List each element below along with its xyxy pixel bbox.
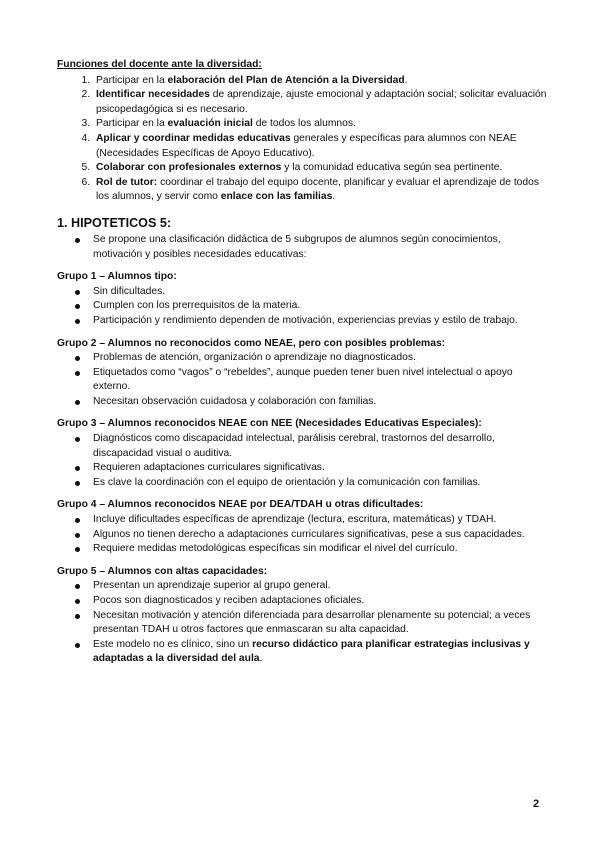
hipoteticos-heading: 1. HIPOTETICOS 5: (57, 215, 172, 230)
list-item: Necesitan observación cuidadosa y colaboración con familias. (93, 395, 547, 410)
funcion-item-5: 5. Colaborar con profesionales externos y la comunidad educativa según sea pertinente. (93, 161, 547, 176)
list-item: Pocos son diagnosticados y reciben adaptaciones oficiales. (93, 594, 547, 609)
grupo-4-title: Grupo 4 – Alumnos reconocidos NEAE por DEA/TDAH u otras dificultades: (57, 499, 424, 511)
funcion-item-2: 2. Identificar necesidades de aprendizaje, ajuste emocional y adaptación social; solicitar evaluación psicopedagógica si es necesario. (93, 88, 547, 117)
final-note-list (57, 638, 547, 667)
document-page (57, 58, 547, 667)
grupo-1-list (57, 285, 547, 329)
grupo-5-title: Grupo 5 – Alumnos con altas capacidades: (57, 565, 268, 577)
grupo-1-title: Grupo 1 – Alumnos tipo: (57, 271, 177, 283)
grupo-3-list (57, 432, 547, 490)
grupo-2-title: Grupo 2 – Alumnos no reconocidos como NEAE, pero con posibles problemas: (57, 337, 446, 349)
list-item: Sin dificultades. (93, 285, 547, 300)
funciones-title: Funciones del docente ante la diversidad: (57, 59, 262, 70)
hipoteticos-intro-list (57, 233, 547, 262)
list-item: Diagnósticos como discapacidad intelectual, parálisis cerebral, trastornos del desarrollo, discapacidad visual o auditiva. (93, 432, 547, 461)
list-item: Participación y rendimiento dependen de motivación, experiencias previas y estilo de trabajo. (93, 314, 547, 329)
final-note: Este modelo no es clínico, sino un recurso didáctico para planificar estrategias inclusivas y adaptadas a la diversidad del aula. (93, 638, 547, 667)
page-number: 2 (533, 798, 540, 810)
list-item: Requiere medidas metodológicas específicas sin modificar el nivel del currículo. (93, 542, 547, 557)
list-item: Problemas de atención, organización o aprendizaje no diagnosticados. (93, 351, 547, 366)
list-item: Cumplen con los prerrequisitos de la materia. (93, 299, 547, 314)
grupo-3-title: Grupo 3 – Alumnos reconocidos NEAE con NEE (Necesidades Educativas Especiales): (57, 418, 482, 430)
funciones-list (57, 74, 547, 205)
list-item: Es clave la coordinación con el equipo de orientación y la comunicación con familias. (93, 476, 547, 491)
list-item: Incluye dificultades específicas de aprendizaje (lectura, escritura, matemáticas) y TDAH. (93, 513, 547, 528)
list-item: Etiquetados como “vagos” o “rebeldes”, aunque pueden tener buen nivel intelectual o apoyo externo. (93, 366, 547, 395)
list-item: Necesitan motivación y atención diferenciada para desarrollar plenamente su potencial; a veces presentan TDAH u otros factores que enmascaran su alta capacidad. (93, 609, 547, 638)
grupo-2-list (57, 351, 547, 409)
list-item: Algunos no tienen derecho a adaptaciones curriculares significativas, pese a sus capacidades. (93, 528, 547, 543)
grupo-5-list (57, 579, 547, 637)
grupo-4-list (57, 513, 547, 557)
hipoteticos-intro: Se propone una clasificación didáctica de 5 subgrupos de alumnos según conocimientos, motivación y posibles necesidades educativas: (93, 233, 547, 262)
funcion-item-1: 1. Participar en la elaboración del Plan de Atención a la Diversidad. (93, 74, 547, 89)
funcion-item-3: 3. Participar en la evaluación inicial de todos los alumnos. (93, 117, 547, 132)
funcion-item-6: 6. Rol de tutor: coordinar el trabajo del equipo docente, planificar y evaluar el aprendizaje de todos los alumnos, y servir como enlace con las familias. (93, 176, 547, 205)
list-item: Requieren adaptaciones curriculares significativas. (93, 461, 547, 476)
list-item: Presentan un aprendizaje superior al grupo general. (93, 579, 547, 594)
funcion-item-4: 4. Aplicar y coordinar medidas educativas generales y específicas para alumnos con NEAE (Necesidades Específicas de Apoyo Educativo). (93, 132, 547, 161)
